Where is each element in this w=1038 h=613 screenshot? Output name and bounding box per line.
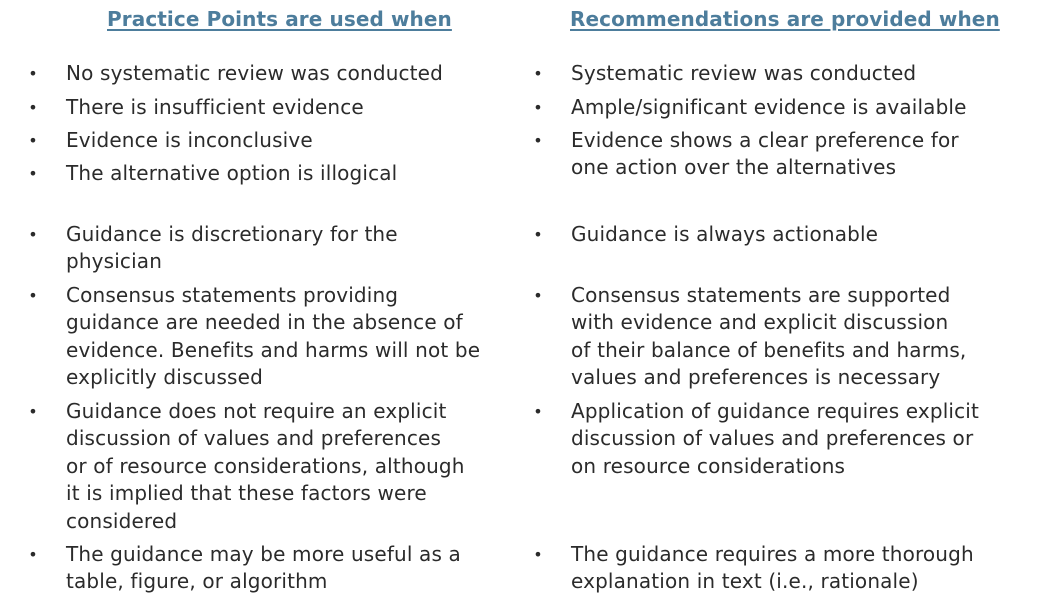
list-item-text xyxy=(571,541,1031,596)
list-item-text xyxy=(66,398,518,535)
list-item-text xyxy=(571,94,1031,121)
list-item-line: of their balance of benefits and harms, xyxy=(571,337,967,362)
list-item-text xyxy=(66,60,518,87)
practice-points-heading: Practice Points are used when xyxy=(107,7,452,31)
list-item-text xyxy=(66,127,518,154)
list-item-text xyxy=(66,94,518,121)
list-item-line: There is insufficient evidence xyxy=(66,95,364,119)
list-item-line: Consensus statements providing xyxy=(66,283,399,307)
list-item-line: table, figure, or algorithm xyxy=(66,569,328,594)
bullet-icon: • xyxy=(533,64,543,83)
list-item-line: The guidance may be more useful as a xyxy=(66,542,461,566)
list-item-line: with evidence and explicit discussion xyxy=(571,310,949,335)
list-item-line: guidance are needed in the absence of xyxy=(66,310,463,335)
list-item-line: Consensus statements are supported xyxy=(571,283,951,307)
list-item-line: No systematic review was conducted xyxy=(66,61,443,85)
list-item-text xyxy=(571,127,1031,182)
list-item-line: Evidence is inconclusive xyxy=(66,128,313,152)
list-item-line: explicitly discussed xyxy=(66,365,263,390)
bullet-icon: • xyxy=(28,98,38,117)
bullet-icon: • xyxy=(28,545,38,564)
list-item-text xyxy=(66,160,518,187)
list-item-line: on resource considerations xyxy=(571,453,846,478)
list-item-line: physician xyxy=(66,249,163,274)
list-item-line: Systematic review was conducted xyxy=(571,61,917,85)
list-item-line: explanation in text (i.e., rationale) xyxy=(571,569,919,594)
list-item-line: or of resource considerations, although xyxy=(66,453,465,478)
bullet-icon: • xyxy=(28,164,38,183)
list-item-line: Guidance is always actionable xyxy=(571,222,879,246)
bullet-icon: • xyxy=(28,402,38,421)
list-item-text xyxy=(66,282,518,392)
list-item-line: discussion of values and preferences or xyxy=(571,426,974,451)
bullet-icon: • xyxy=(28,225,38,244)
list-item-line: it is implied that these factors were xyxy=(66,481,427,506)
list-item-line: Ample/significant evidence is available xyxy=(571,95,967,119)
bullet-icon: • xyxy=(533,98,543,117)
bullet-icon: • xyxy=(533,225,543,244)
list-item-line: The alternative option is illogical xyxy=(66,161,398,185)
bullet-icon: • xyxy=(533,131,543,150)
list-item-line: Guidance is discretionary for the xyxy=(66,222,398,246)
list-item-text xyxy=(66,541,518,596)
recommendations-heading: Recommendations are provided when xyxy=(570,7,1000,31)
list-item-line: considered xyxy=(66,508,178,533)
list-item-line: values and preferences is necessary xyxy=(571,365,941,390)
list-item-text xyxy=(571,282,1031,392)
list-item-text xyxy=(571,398,1031,480)
list-item-line: The guidance requires a more thorough xyxy=(571,542,974,566)
list-item-line: one action over the alternatives xyxy=(571,155,897,180)
list-item-line: Guidance does not require an explicit xyxy=(66,399,447,423)
bullet-icon: • xyxy=(533,545,543,564)
bullet-icon: • xyxy=(533,286,543,305)
bullet-icon: • xyxy=(28,286,38,305)
list-item-line: Evidence shows a clear preference for xyxy=(571,128,959,152)
bullet-icon: • xyxy=(28,131,38,150)
list-item-line: Application of guidance requires explicit xyxy=(571,399,979,423)
bullet-icon: • xyxy=(533,402,543,421)
list-item-line: discussion of values and preferences xyxy=(66,426,442,451)
bullet-icon: • xyxy=(28,64,38,83)
list-item-text xyxy=(66,221,518,276)
list-item-text xyxy=(571,60,1031,87)
list-item-line: evidence. Benefits and harms will not be xyxy=(66,337,481,362)
list-item-text xyxy=(571,221,1031,248)
